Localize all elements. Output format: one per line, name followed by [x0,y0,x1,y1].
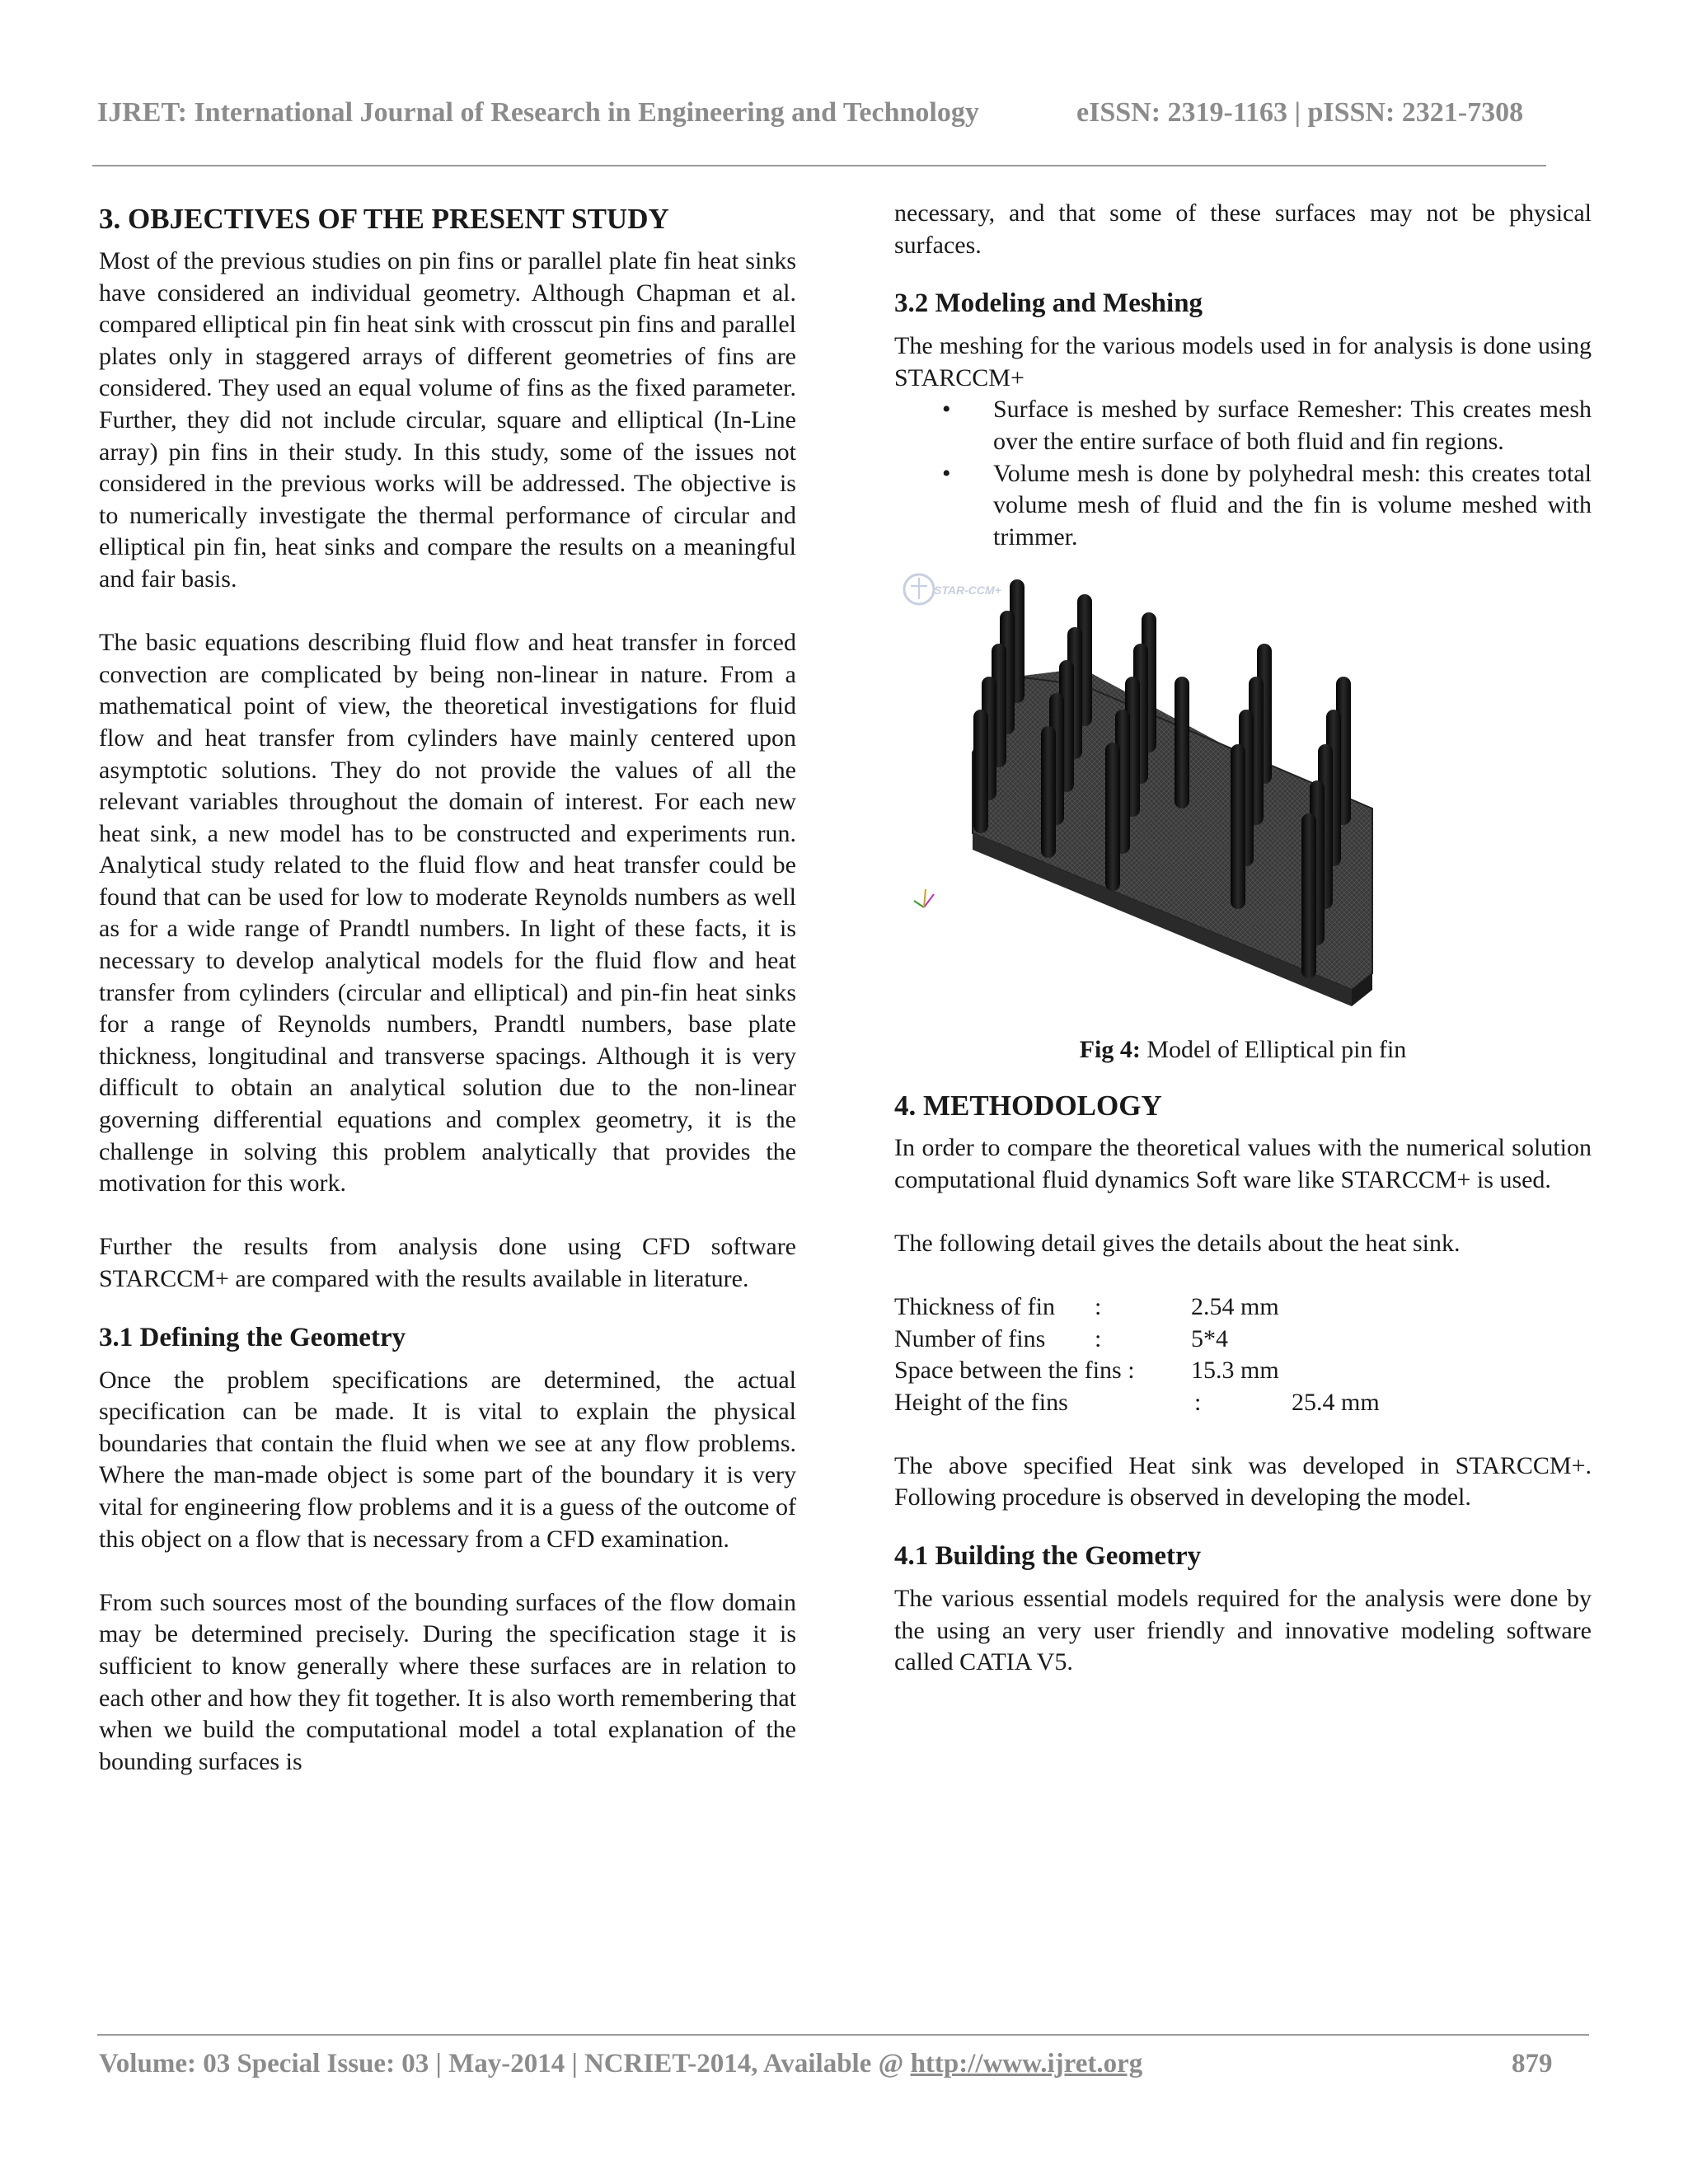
specification-list [894,1291,1592,1418]
section-4-1-heading: 4.1 Building the Geometry [894,1541,1202,1572]
paragraph-methodology: In order to compare the theoretical values with the numerical solution computational fluid dynamics Soft ware like STARCCM+ is used. [894,1133,1592,1193]
paragraph-bounding-surfaces: From such sources most of the bounding surfaces of the flow domain may be determined precisely. During the specification stage it is sufficient to know generally where these surfaces are in relation to each other and how they fit together. It is also worth remembering that when we build the computational model a total explanation of the bounding surfaces is [99,1588,796,1775]
paragraph-continued: necessary, and that some of these surfaces may not be physical surfaces. [894,199,1592,259]
caption-label: Fig 4: [1079,1036,1141,1064]
bullet-icon: • [942,459,951,487]
journal-link[interactable]: http://www.ijret.org [910,2049,1143,2079]
paragraph-cfd-results: Further the results from analysis done using CFD software STARCCM+ are compared with the results available in literature. [99,1233,796,1292]
paragraph-basic-equations: The basic equations describing fluid flow and heat transfer in forced convection are complicated by being non-linear in nature. From a mathematical point of view, the theoretical investigations for fluid flow and heat transfer from cylinders have mainly centered upon asymptotic solutions. They do not provide the values of all the relevant variables throughout the domain of interest. For each new heat sink, a new model has to be constructed and experiments run. Analytical study related to the fluid flow and heat transfer could be found that can be used for low to moderate Reynolds numbers as well as for a wide range of Prandtl numbers. In light of these facts, it is necessary to develop analytical models for the fluid flow and heat transfer from cylinders (circular and elliptical) and pin-fin heat sinks for a range of Reynolds numbers, Prandtl numbers, base plate thickness, longitudinal and transverse spacings. Although it is very difficult to obtain an analytical solution due to the non-linear governing differential equations and complex geometry, it is the challenge in solving this problem analytically that provides the motivation for this work. [99,629,796,1197]
left-column [99,198,796,1778]
section-3-2-heading: 3.2 Modeling and Meshing [894,288,1203,319]
axis-triad-icon [914,889,934,907]
heat-sink-mesh-image [894,561,1592,1031]
bullet-icon: • [942,396,951,424]
section-3-1-heading: 3.1 Defining the Geometry [99,1322,406,1352]
spec-row: Thickness of fin : 2.54 mm [894,1292,1279,1320]
spec-row: Space between the fins : 15.3 mm [894,1357,1279,1385]
journal-title: IJRET: International Journal of Research in Engineering and Technology [97,97,979,128]
paragraph-geometry: Once the problem specifications are determined, the actual specification can be made. It is vital to explain the physical boundaries that contain the fluid when we see at any flow problems. Where the man-made object is some part of the boundary it is very vital for engineering flow problems and it is a guess of the outcome of this object on a flow that is necessary from a CFD examination. [99,1366,796,1553]
spec-row: Number of fins : 5*4 [894,1324,1228,1352]
paragraph-objectives: Most of the previous studies on pin fins or parallel plate fin heat sinks have considered an individual geometry. Although Chapman et al. compared elliptical pin fin heat sink with crosscut pin fins and parallel plates only in staggered arrays of different geometries of fins are considered. They used an equal volume of fins as the fixed parameter. Further, they did not include circular, square and elliptical (In-Line array) pin fins in their study. In this study, some of the issues not considered in the previous works will be addressed. The objective is to numerically investigate the thermal performance of circular and elliptical pin fin, heat sinks and compare the results on a meaningful and fair basis. [99,247,796,593]
footer-text: Volume: 03 Special Issue: 03 | May-2014 | NCRIET-2014, Available @ http://www.ijret.org [99,2049,1143,2079]
meshing-bullet-list [894,394,1592,553]
paragraph-detail: The following detail gives the details about the heat sink. [894,1229,1461,1257]
paragraph-meshing: The meshing for the various models used in for analysis is done using STARCCM+ [894,332,1592,391]
svg-text:STAR-CCM+: STAR-CCM+ [934,583,1001,598]
issn-text: eISSN: 2319-1163 | pISSN: 2321-7308 [1076,97,1524,128]
paragraph-developed: The above specified Heat sink was developed in STARCCM+. Following procedure is observed in developing the model. [894,1451,1592,1511]
star-ccm-logo [904,574,1001,604]
page-number: 879 [1512,2049,1553,2079]
section-3-heading: 3. OBJECTIVES OF THE PRESENT STUDY [99,203,669,235]
header-rule [92,165,1546,166]
footer-rule [97,2034,1589,2036]
list-item: • Surface is meshed by surface Remesher: This creates mesh over the entire surface of both fluid and fin regions. [942,396,1592,455]
running-header [97,97,1548,137]
right-column [894,198,1592,1679]
caption-text: Model of Elliptical pin fin [1140,1036,1407,1064]
figure-heat-sink-model [894,561,1592,1031]
spec-row: Height of the fins : 25.4 mm [894,1388,1380,1416]
figure-caption [894,1034,1592,1066]
list-item: • Volume mesh is done by polyhedral mesh: this creates total volume mesh of fluid and the fin is volume meshed with trimmer. [942,459,1592,551]
paragraph-building: The various essential models required for the analysis were done by the using an very user friendly and innovative modeling software called CATIA V5. [894,1585,1592,1676]
section-4-heading: 4. METHODOLOGY [894,1089,1162,1122]
